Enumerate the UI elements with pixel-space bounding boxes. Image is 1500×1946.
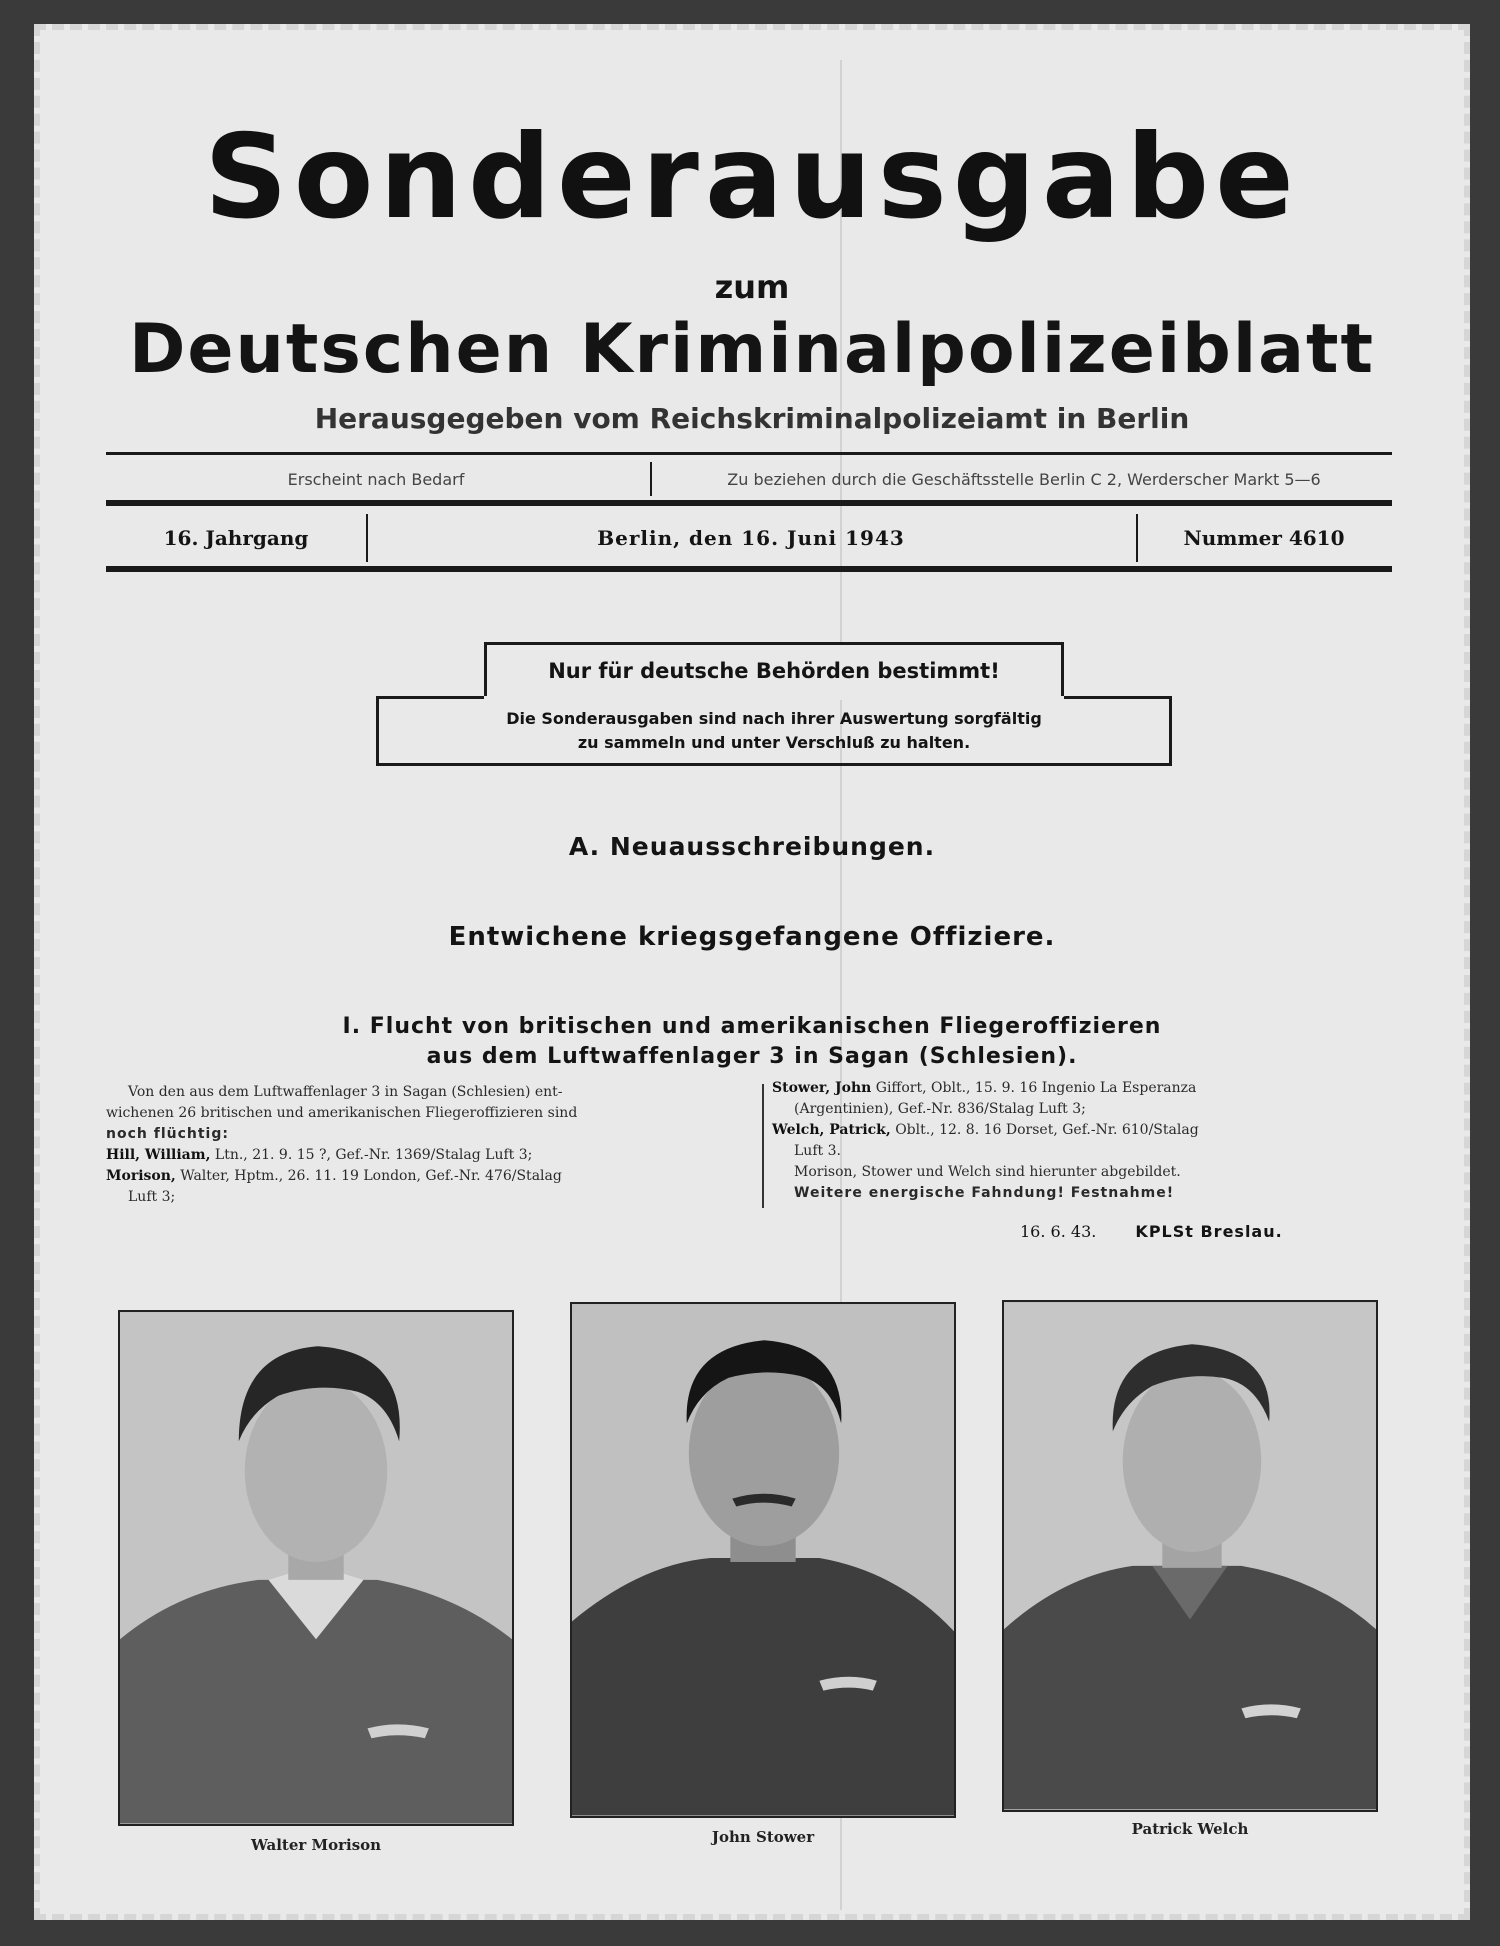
signature-office: KPLSt Breslau.: [1135, 1222, 1283, 1241]
place-date: Berlin, den 16. Juni 1943: [597, 526, 905, 550]
intro-line-2: wichenen 26 britischen und amerikanischen Fliegeroffizieren sind: [106, 1105, 578, 1121]
intro-line-1: Von den aus dem Luftwaffenlager 3 in Sagan (Schlesien) ent-: [128, 1084, 563, 1100]
portrait-silhouette: [572, 1304, 954, 1816]
entry-hill-detail: Ltn., 21. 9. 15 ?, Gef.-Nr. 1369/Stalag Luft 3;: [214, 1147, 533, 1163]
frequency-note: Erscheint nach Bedarf: [287, 470, 465, 489]
notice-box: [376, 696, 1172, 766]
body-column-right: [772, 1078, 1402, 1204]
entry-welch: [772, 1120, 1402, 1141]
notice-line-2: zu sammeln und unter Verschluß zu halten.: [577, 733, 971, 752]
notice-box-title: Nur für deutsche Behörden bestimmt!: [484, 642, 1064, 698]
entry-morison-name: Morison,: [106, 1168, 176, 1184]
photo-patrick-welch: [1002, 1300, 1378, 1812]
masthead-zum: zum: [714, 268, 790, 306]
notice-line-1: Die Sonderausgaben sind nach ihrer Auswertung sorgfältig: [506, 709, 1042, 728]
entry-stower-name: Stower, John: [772, 1080, 872, 1096]
subscription-note: Zu beziehen durch die Geschäftsstelle Berlin C 2, Werderscher Markt 5—6: [727, 470, 1321, 489]
masthead-title: Sonderausgabe: [204, 110, 1300, 245]
column-divider: [762, 1084, 764, 1208]
entry-hill: [106, 1145, 776, 1166]
section-heading-c: [40, 1012, 1464, 1072]
body-column-left: [106, 1082, 776, 1208]
entry-stower: [772, 1078, 1402, 1099]
portrait-silhouette: [120, 1312, 512, 1824]
info-row: [106, 460, 1392, 498]
info-divider: [650, 462, 652, 496]
header-rule-middle: [106, 500, 1392, 506]
photo-walter-morison: [118, 1310, 514, 1826]
signature-line: [1020, 1222, 1402, 1241]
photo-caption-morison: Walter Morison: [250, 1836, 382, 1854]
header-rule-bottom: [106, 566, 1392, 572]
wanted-notice-page: [34, 24, 1470, 1920]
section-heading-b: Entwichene kriegsgefangene Offiziere.: [448, 922, 1056, 952]
entry-morison-continued: Luft 3;: [128, 1189, 176, 1205]
signature-date: 16. 6. 43.: [1020, 1222, 1097, 1241]
section-heading-a: A. Neuausschreibungen.: [568, 832, 936, 861]
entry-stower-continued: (Argentinien), Gef.-Nr. 836/Stalag Luft 3;: [794, 1101, 1086, 1117]
still-at-large-label: noch flüchtig:: [106, 1126, 229, 1142]
volume-label: 16. Jahrgang: [163, 526, 309, 550]
issue-number: Nummer 4610: [1183, 526, 1345, 550]
section-heading-c-line-2: aus dem Luftwaffenlager 3 in Sagan (Schlesien).: [426, 1044, 1078, 1069]
entry-welch-detail: Oblt., 12. 8. 16 Dorset, Gef.-Nr. 610/Stalag: [895, 1122, 1199, 1138]
publisher-line: Herausgegeben vom Reichskriminalpolizeiamt in Berlin: [314, 402, 1190, 435]
entry-hill-name: Hill, William,: [106, 1147, 211, 1163]
portrait-silhouette: [1004, 1302, 1376, 1810]
entry-morison-detail: Walter, Hptm., 26. 11. 19 London, Gef.-Nr. 476/Stalag: [180, 1168, 562, 1184]
entry-stower-detail: Giffort, Oblt., 15. 9. 16 Ingenio La Esperanza: [875, 1080, 1197, 1096]
section-heading-c-line-1: I. Flucht von britischen und amerikanischen Fliegeroffizieren: [342, 1014, 1162, 1039]
photo-caption-welch: Patrick Welch: [1131, 1820, 1249, 1838]
newspaper-name: Deutschen Kriminalpolizeiblatt: [128, 310, 1376, 389]
photo-caption-stower: John Stower: [711, 1828, 815, 1846]
entry-morison: [106, 1166, 776, 1187]
entry-welch-continued: Luft 3.: [794, 1143, 841, 1159]
header-rule-top: [106, 452, 1392, 455]
pictured-note: Morison, Stower und Welch sind hierunter abgebildet.: [794, 1164, 1181, 1180]
issue-row: [106, 512, 1392, 564]
manhunt-call: Weitere energische Fahndung! Festnahme!: [794, 1185, 1175, 1201]
photo-john-stower: [570, 1302, 956, 1818]
entry-welch-name: Welch, Patrick,: [772, 1122, 891, 1138]
